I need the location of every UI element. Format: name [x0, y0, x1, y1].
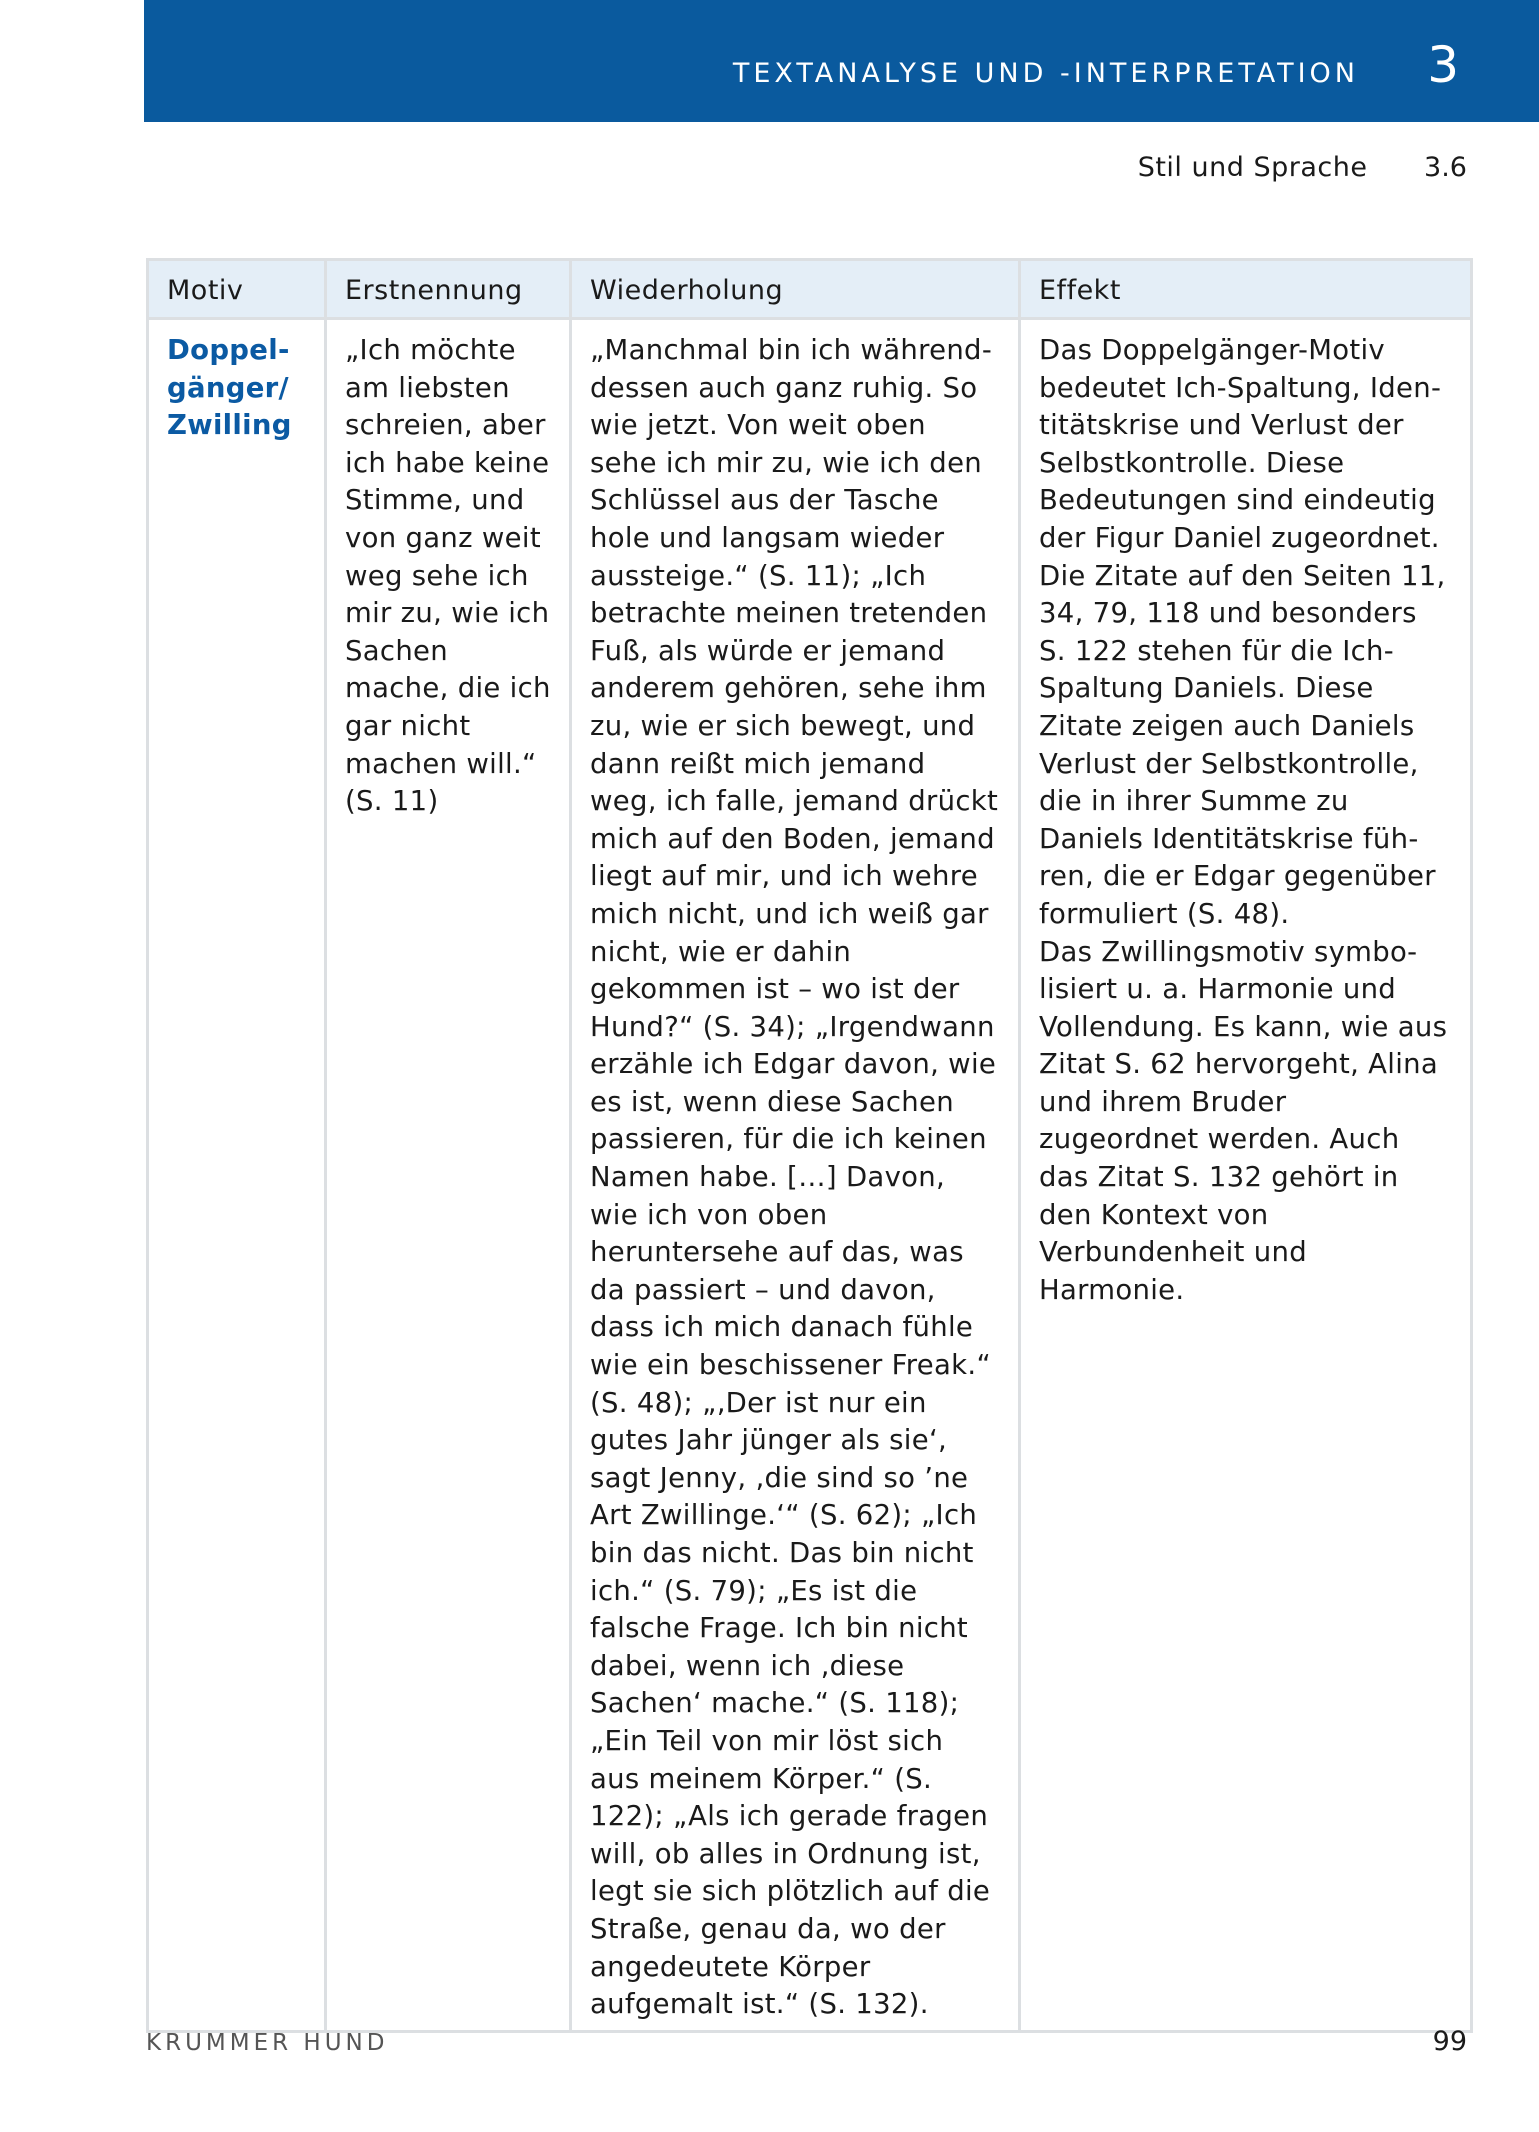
chapter-title: TEXTANALYSE UND -INTERPRETATION	[732, 58, 1359, 89]
chapter-header-band	[144, 0, 1539, 122]
cell-wiederholung: „Manchmal bin ich währenddessen auch ganz ruhig. So wie jetzt. Von weit oben sehe ich mir zu, wie ich den Schlüssel aus der Tasche hole und langsam wieder aussteige.“ (S. 11); „Ich betrachte meinen tretenden Fuß, als würde er jemand anderem gehören, sehe ihm zu, wie er sich bewegt, und dann reißt mich jemand weg, ich falle, jemand drückt mich auf den Boden, jemand liegt auf mir, und ich wehre mich nicht, und ich weiß gar nicht, wie er dahin gekommen ist – wo ist der Hund?“ (S. 34); „Irgendwann erzähle ich Edgar davon, wie es ist, wenn diese Sachen passieren, für die ich keinen Namen habe. […] Davon, wie ich von oben heruntersehe auf das, was da passiert – und davon, dass ich mich danach fühle wie ein beschissener Freak.“ (S. 48); „‚Der ist nur ein gutes Jahr jünger als sie‘, sagt Jenny, ‚die sind so ’ne Art Zwillinge.‘“ (S. 62); „Ich bin das nicht. Das bin nicht ich.“ (S. 79); „Es ist die falsche Frage. Ich bin nicht dabei, wenn ich ‚diese Sachen‘ mache.“ (S. 118); „Ein Teil von mir löst sich aus meinem Körper.“ (S. 122); „Als ich gerade fragen will, ob alles in Ordnung ist, legt sie sich plötzlich auf die Straße, genau da, wo der angedeutete Körper aufgemalt ist.“ (S. 132).	[571, 319, 1020, 2032]
cell-effekt: Das Doppelgänger-Motiv bedeutet Ich-Spaltung, Identitätskrise und Verlust der Selbstkontrolle. Diese Bedeutungen sind eindeutig der Figur Daniel zugeordnet. Die Zitate auf den Seiten 11, 34, 79, 118 und besonders S. 122 stehen für die Ich-Spaltung Daniels. Diese Zitate zeigen auch Daniels Verlust der Selbstkontrolle, die in ihrer Summe zu Daniels Identitätskrise führen, die er Edgar gegenüber formuliert (S. 48). Das Zwillingsmotiv symbolisiert u. a. Harmonie und Vollendung. Es kann, wie aus Zitat S. 62 hervorgeht, Alina und ihrem Bruder zugeordnet werden. Auch das Zitat S. 132 gehört in den Kontext von Verbundenheit und Harmonie.	[1020, 319, 1472, 2032]
table-header-row	[148, 260, 1472, 319]
column-header-motiv: Motiv	[148, 260, 326, 319]
chapter-number: 3	[1427, 36, 1459, 94]
motif-table	[146, 258, 1473, 2033]
cell-motiv: Doppel- gänger/ Zwilling	[148, 319, 326, 2032]
table-row	[148, 319, 1472, 2032]
section-title: Stil und Sprache	[1137, 152, 1368, 183]
column-header-effekt: Effekt	[1020, 260, 1472, 319]
column-header-wiederholung: Wiederholung	[571, 260, 1020, 319]
page-number: 99	[1432, 2026, 1467, 2057]
section-number: 3.6	[1424, 152, 1467, 183]
cell-erstnennung: „Ich möchte am liebsten schreien, aber ich habe keine Stimme, und von ganz weit weg sehe ich mir zu, wie ich Sachen mache, die ich gar nicht machen will.“ (S. 11)	[326, 319, 571, 2032]
book-title: KRUMMER HUND	[146, 2030, 389, 2056]
section-heading	[1138, 152, 1467, 183]
column-header-erstnennung: Erstnennung	[326, 260, 571, 319]
